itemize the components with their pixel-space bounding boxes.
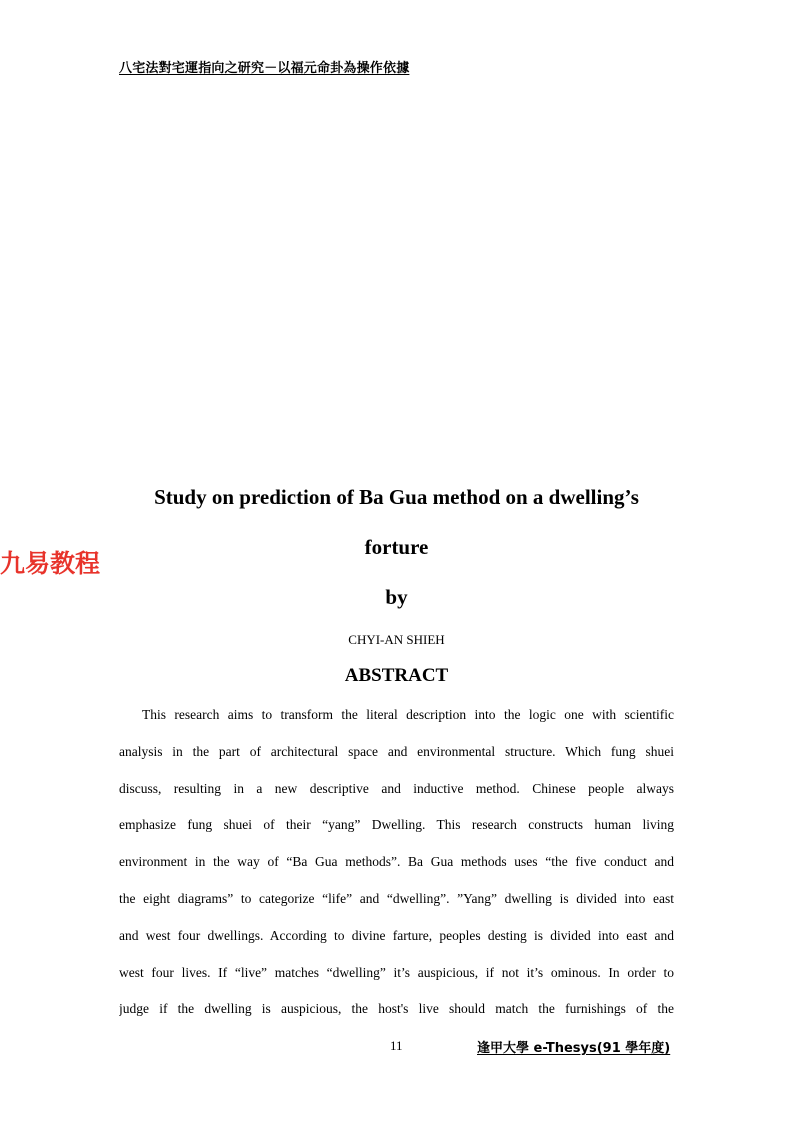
page-number: 11 [390,1038,403,1053]
abstract-line: This research aims to transform the literal description into the logic one with scientific [142,707,674,722]
thesis-title-by: by [385,585,408,609]
abstract-body [119,704,674,1026]
abstract-line: judge if the dwelling is auspicious, the host's live should match the furnishings of the [119,1001,674,1017]
abstract-line: analysis in the part of architectural space and environmental structure. Which fung shuei [119,743,674,759]
footer-institution: 逢甲大學 e-Thesys(91 學年度) [477,1041,671,1056]
thesis-title-line-1: Study on prediction of Ba Gua method on a dwelling’s [154,485,639,509]
thesis-title-line-2: forture [364,535,429,559]
watermark-logo-text: 九易教程 [0,549,101,578]
author-name: CHYI-AN SHIEH [348,632,445,647]
abstract-line: the eight diagrams” to categorize “life” and “dwelling”. ”Yang” dwelling is divided into east [119,890,674,906]
abstract-line: west four lives. If “live” matches “dwelling” it’s auspicious, if not it’s ominous. In order to [119,964,674,980]
abstract-line: and west four dwellings. According to divine farture, peoples desting is divided into east and [119,927,674,943]
abstract-line: discuss, resulting in a new descriptive and inductive method. Chinese people always [119,780,674,796]
abstract-heading: ABSTRACT [344,665,449,686]
abstract-line: environment in the way of “Ba Gua methods”. Ba Gua methods uses “the five conduct and [119,854,674,870]
abstract-line: emphasize fung shuei of their “yang” Dwelling. This research constructs human living [119,817,674,833]
running-header: 八宅法對宅運指向之研究－以福元命卦為操作依據 [119,61,410,76]
